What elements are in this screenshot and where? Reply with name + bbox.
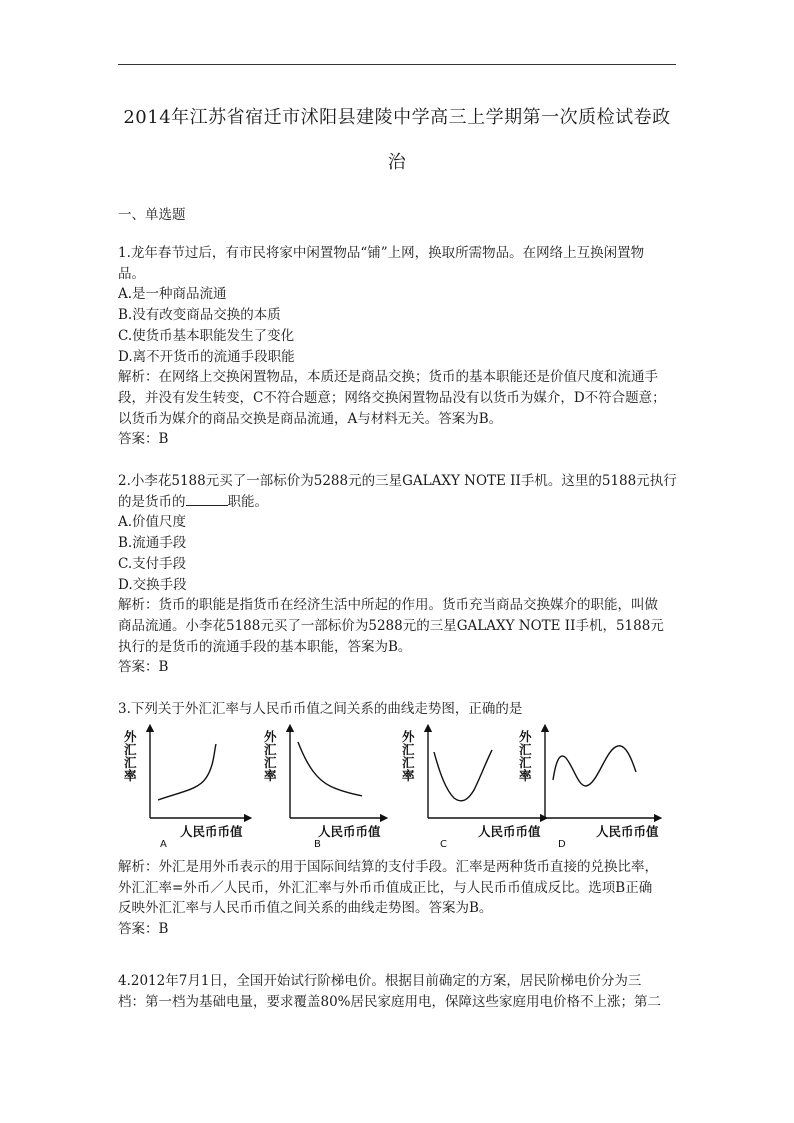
graph-c-letter: C: [440, 839, 447, 850]
q1-analysis-line3: 以货币为媒介的商品交换是商品流通，A与材料无关。答案为B。: [118, 410, 503, 427]
graph-c-ylabel-c1: 外: [402, 729, 415, 744]
graph-c-ylabel-c2: 汇: [402, 742, 415, 757]
graph-c-ylabel-c3: 汇: [402, 755, 415, 770]
graph-b-ylabel-c1: 外: [264, 729, 277, 744]
q3-graphs-svg: [118, 722, 678, 852]
doc-title-line1: 2014年江苏省宿迁市沭阳县建陵中学高三上学期第一次质检试卷政: [123, 107, 671, 128]
q1-answer: 答案：B: [118, 431, 169, 448]
q1-stem-line2: 品。: [118, 265, 145, 282]
q1-option-c: C.使货币基本职能发生了变化: [118, 327, 295, 344]
graph-d-curve: [553, 746, 636, 786]
doc-title-line2: 治: [387, 152, 407, 173]
q2-option-d: D.交换手段: [118, 576, 187, 593]
q2-answer: 答案：B: [118, 659, 169, 676]
graph-c-ylabel-c4: 率: [402, 768, 415, 783]
q2-stem-prefix: 的是货币的: [118, 493, 186, 510]
q1-option-d: D.离不开货币的流通手段职能: [118, 348, 295, 365]
q1-analysis-line1: 解析：在网络上交换闲置物品，本质还是商品交换；货币的基本职能还是价值尺度和流通手: [118, 369, 658, 386]
graph-d-ylabel-c1: 外: [519, 729, 532, 744]
question-2: [118, 471, 678, 678]
graph-b-ylabel-c4: 率: [264, 768, 277, 783]
graph-a-ylabel-c4: 率: [124, 768, 137, 783]
q2-analysis-line3: 执行的是货币的流通手段的基本职能，答案为B。: [118, 638, 412, 655]
q3-analysis-line2: 外汇汇率=外币／人民币，外汇汇率与外币币值成正比，与人民币币值成反比。选项B正确: [118, 879, 653, 896]
graph-a-xlabel: 人民币币值: [180, 824, 243, 839]
q2-stem-line2: [118, 492, 678, 513]
q1-stem-line1: 1.龙年春节过后，有市民将家中闲置物品“铺”上网，换取所需物品。在网络上互换闲置物: [118, 245, 645, 261]
graph-b-ylabel-c3: 汇: [264, 755, 277, 770]
graph-a-ylabel-c2: 汇: [124, 742, 137, 757]
graph-b-curve: [298, 742, 362, 796]
graph-a-letter: A: [160, 839, 167, 850]
q1-option-a: A.是一种商品流通: [118, 286, 227, 303]
graph-d-ylabel-c4: 率: [519, 768, 532, 783]
q2-analysis-line1: 解析：货币的职能是指货币在经济生活中所起的作用。货币充当商品交换媒介的职能，叫做: [118, 597, 658, 614]
q3-analysis-line3: 反映外汇汇率与人民币币值之间关系的曲线走势图。答案为B。: [118, 900, 493, 917]
graph-d-ylabel-c2: 汇: [519, 742, 532, 757]
graph-c-curve: [434, 750, 492, 801]
q2-stem-suffix: 职能。: [227, 493, 268, 510]
graph-b-letter: B: [314, 839, 321, 850]
graph-b-ylabel-c2: 汇: [264, 742, 277, 757]
graph-a-curve: [158, 744, 216, 800]
q1-option-b: B.没有改变商品交换的本质: [118, 307, 281, 324]
question-1: [118, 243, 678, 450]
q2-blank: [186, 493, 228, 506]
q3-analysis-line1: 解析：外汇是用外币表示的用于国际间结算的支付手段。汇率是两种货币直接的兑换比率，: [118, 859, 658, 875]
q2-option-a: A.价值尺度: [118, 514, 187, 531]
graph-d-letter: D: [558, 839, 566, 850]
section-heading: 一、单选题: [118, 207, 186, 223]
graph-a-ylabel-c1: 外: [124, 729, 137, 744]
q4-line1: 4.2012年7月1日，全国开始试行阶梯电价。根据目前确定的方案，居民阶梯电价分为三: [118, 973, 642, 989]
q2-option-c: C.支付手段: [118, 555, 187, 572]
graph-d-ylabel-c3: 汇: [519, 755, 532, 770]
question-3-stem: [118, 699, 678, 720]
question-3-analysis: [118, 857, 678, 940]
question-4: [118, 971, 678, 1012]
q3-answer: 答案：B: [118, 921, 169, 938]
q4-line2: 档：第一档为基础电量，要求覆盖80%居民家庭用电，保障这些家庭用电价格不上涨；第二: [118, 993, 662, 1010]
graph-b: [264, 728, 384, 850]
q2-stem-line1: 2.小李花5188元买了一部标价为5288元的三星GALAXY NOTE II手机。这里的5188元执行: [118, 473, 677, 489]
q2-option-b: B.流通手段: [118, 535, 187, 552]
q2-analysis-line2: 商品流通。小李花5188元买了一部标价为5288元的三星GALAXY NOTE II手机，5188元: [118, 617, 664, 634]
header-rule: [118, 64, 676, 65]
q1-analysis-line2: 段，并没有发生转变，C不符合题意；网络交换闲置物品没有以货币为媒介，D不符合题意；: [118, 389, 666, 406]
graph-d-xlabel: 人民币币值: [596, 824, 659, 839]
graph-a-ylabel-c3: 汇: [124, 755, 137, 770]
q3-graph-figure: [118, 722, 678, 852]
graph-c-xlabel: 人民币币值: [478, 824, 541, 839]
graph-a: [124, 728, 248, 850]
q3-stem: 3.下列关于外汇汇率与人民币币值之间关系的曲线走势图，正确的是: [118, 701, 523, 717]
graph-b-xlabel: 人民币币值: [318, 824, 381, 839]
